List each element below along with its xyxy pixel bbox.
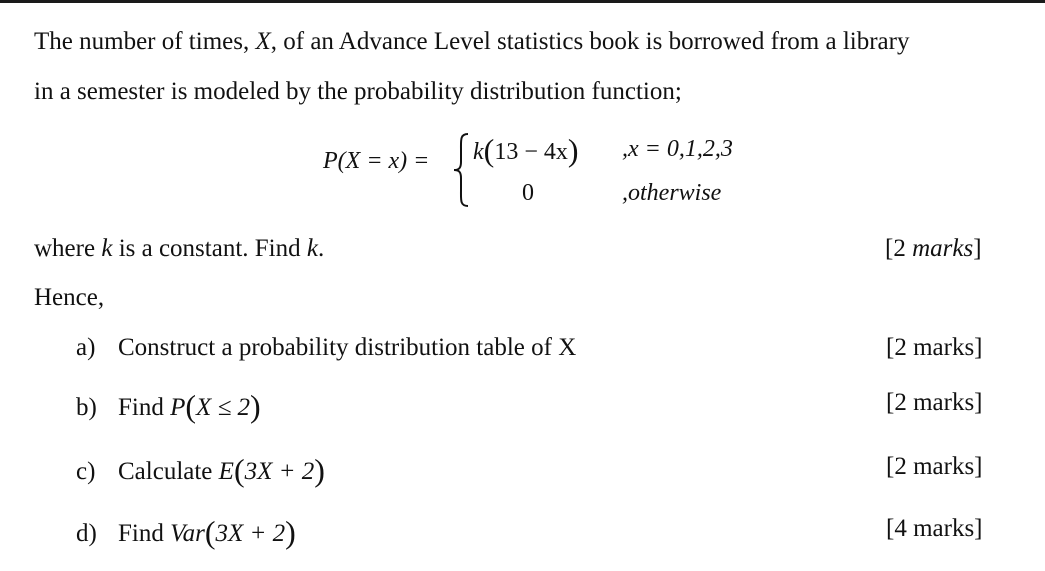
part-d-label: d) (76, 520, 97, 547)
intro-line-2: in a semester is modeled by the probability distribution function; (34, 78, 682, 105)
part-c-marks: [2 marks] (886, 453, 983, 480)
part-a (76, 334, 576, 362)
part-a-label: a) (76, 334, 96, 361)
part-c-label: c) (76, 458, 96, 485)
part-b: b) Find P(X ≤ 2) (76, 388, 261, 424)
equation-lhs: P(X = x) = (323, 148, 430, 174)
part-b-label: b) (76, 394, 97, 421)
intro-line-1: The number of times, X, of an Advance Level statistics book is borrowed from a library (34, 28, 910, 55)
part-a-text: Construct a probability distribution table of X (118, 334, 577, 361)
case-2-value: 0 (522, 180, 534, 206)
part-c: c) Calculate E(3X + 2) (76, 452, 325, 488)
part-d-marks: [4 marks] (886, 515, 983, 542)
part-d: d) Find Var(3X + 2) (76, 514, 296, 550)
case-1-condition: ,x = 0,1,2,3 (622, 136, 733, 162)
hence-label: Hence, (34, 284, 105, 311)
top-border (0, 0, 1045, 3)
part-b-marks: [2 marks] (886, 389, 983, 416)
constant-line: where k is a constant. Find k. (34, 235, 325, 262)
constant-marks: [2 marks] (885, 235, 982, 262)
part-a-marks: [2 marks] (886, 334, 983, 361)
case-1-expression: k(13 − 4x) (473, 132, 579, 168)
left-brace (452, 132, 470, 208)
case-2-condition: ,otherwise (622, 180, 722, 206)
